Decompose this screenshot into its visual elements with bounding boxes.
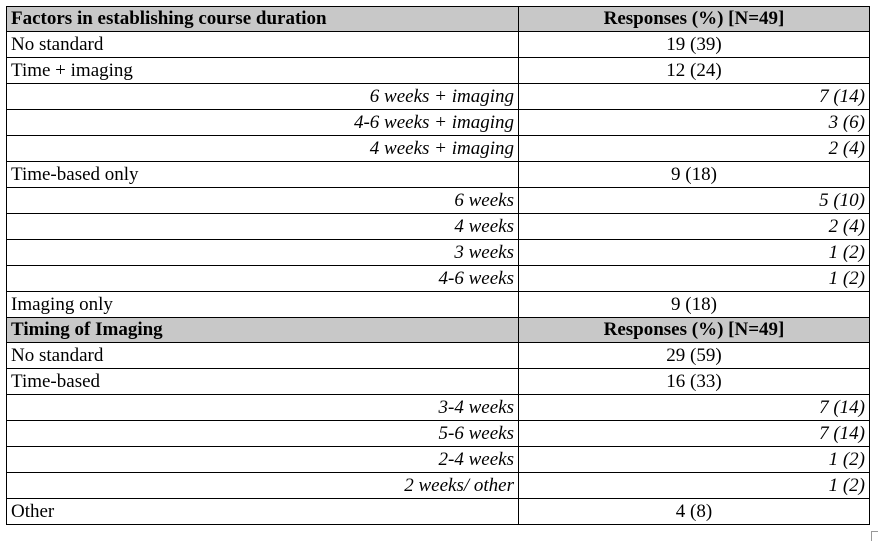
- subrow-label: 6 weeks: [7, 188, 519, 214]
- subrow-value: 1 (2): [519, 266, 870, 292]
- table-row: [7, 162, 870, 188]
- table-subrow: [7, 395, 870, 421]
- table-subrow: [7, 447, 870, 473]
- subrow-value: 2 (4): [519, 214, 870, 240]
- header-value: Responses (%) [N=49]: [519, 318, 870, 343]
- subrow-label: 5-6 weeks: [7, 421, 519, 447]
- table-row: [7, 343, 870, 369]
- row-label: No standard: [7, 32, 519, 58]
- header-label: Timing of Imaging: [7, 318, 519, 343]
- subrow-label: 2 weeks/ other: [7, 473, 519, 499]
- row-label: Other: [7, 499, 519, 525]
- subrow-value: 1 (2): [519, 447, 870, 473]
- responses-table: [6, 6, 870, 525]
- section-header-timing-of-imaging: [7, 318, 870, 343]
- row-label: Time + imaging: [7, 58, 519, 84]
- row-label: Time-based only: [7, 162, 519, 188]
- subrow-label: 4 weeks + imaging: [7, 136, 519, 162]
- row-value: 29 (59): [519, 343, 870, 369]
- table-subrow: [7, 473, 870, 499]
- row-value: 9 (18): [519, 162, 870, 188]
- subrow-value: 7 (14): [519, 421, 870, 447]
- table-subrow: [7, 240, 870, 266]
- table-subrow: [7, 421, 870, 447]
- table-subrow: [7, 188, 870, 214]
- subrow-value: 2 (4): [519, 136, 870, 162]
- subrow-label: 3-4 weeks: [7, 395, 519, 421]
- table-subrow: [7, 266, 870, 292]
- table-row: [7, 292, 870, 318]
- table-subrow: [7, 110, 870, 136]
- row-label: No standard: [7, 343, 519, 369]
- subrow-value: 3 (6): [519, 110, 870, 136]
- table-subrow: [7, 214, 870, 240]
- subrow-value: 1 (2): [519, 473, 870, 499]
- row-value: 16 (33): [519, 369, 870, 395]
- subrow-label: 6 weeks + imaging: [7, 84, 519, 110]
- row-value: 12 (24): [519, 58, 870, 84]
- table-row: [7, 499, 870, 525]
- row-label: Time-based: [7, 369, 519, 395]
- row-value: 4 (8): [519, 499, 870, 525]
- subrow-label: 4 weeks: [7, 214, 519, 240]
- table-subrow: [7, 136, 870, 162]
- table-row: [7, 58, 870, 84]
- table-row: [7, 32, 870, 58]
- subrow-label: 2-4 weeks: [7, 447, 519, 473]
- section-header-course-duration: [7, 7, 870, 32]
- row-value: 9 (18): [519, 292, 870, 318]
- table-subrow: [7, 84, 870, 110]
- row-value: 19 (39): [519, 32, 870, 58]
- header-label: Factors in establishing course duration: [7, 7, 519, 32]
- subrow-label: 3 weeks: [7, 240, 519, 266]
- subrow-value: 7 (14): [519, 395, 870, 421]
- subrow-value: 7 (14): [519, 84, 870, 110]
- subrow-value: 1 (2): [519, 240, 870, 266]
- subrow-value: 5 (10): [519, 188, 870, 214]
- subrow-label: 4-6 weeks + imaging: [7, 110, 519, 136]
- row-label: Imaging only: [7, 292, 519, 318]
- header-value: Responses (%) [N=49]: [519, 7, 870, 32]
- subrow-label: 4-6 weeks: [7, 266, 519, 292]
- table-row: [7, 369, 870, 395]
